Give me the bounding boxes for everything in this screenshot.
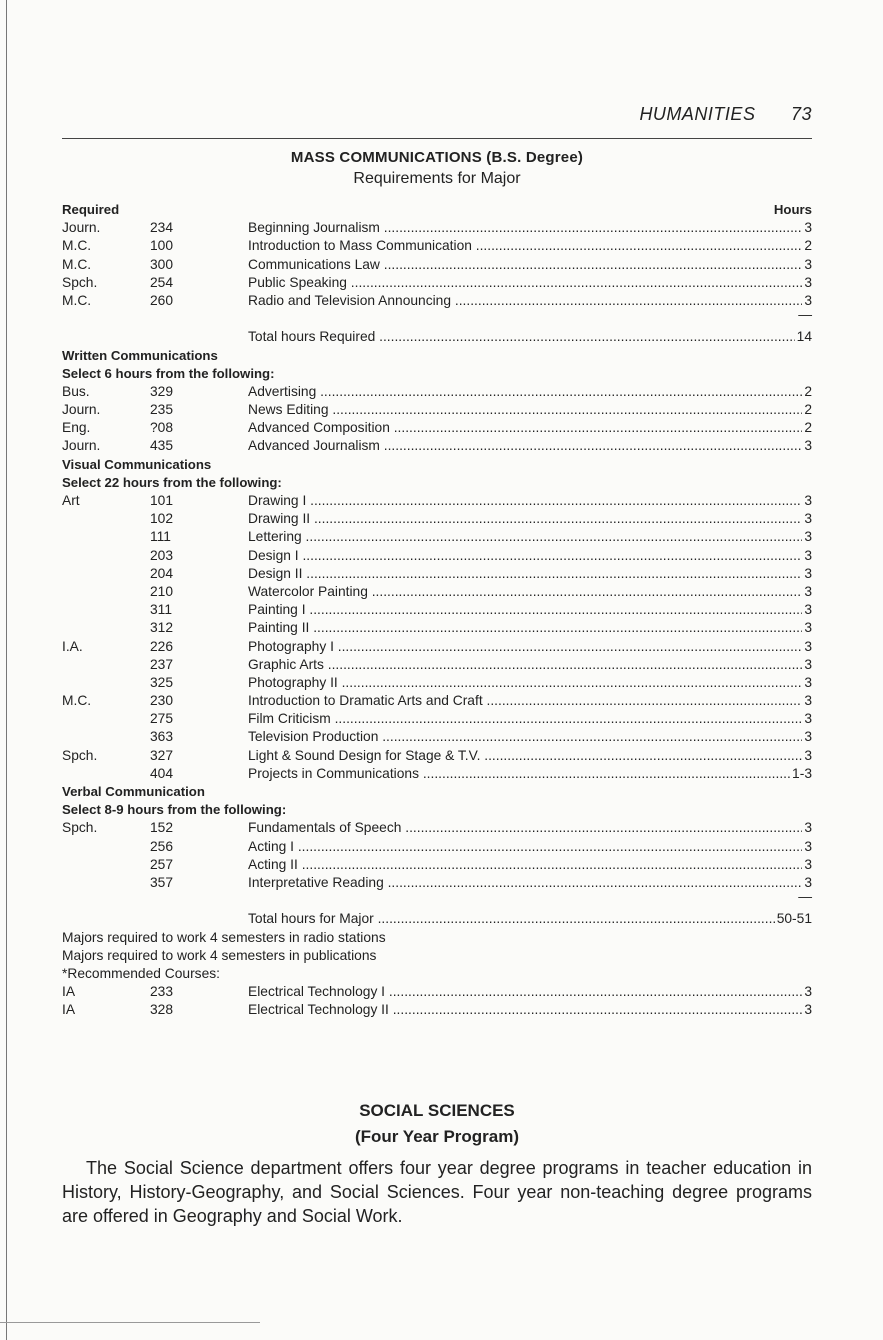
- verbal-courses: [62, 819, 812, 892]
- running-title: HUMANITIES: [639, 104, 756, 124]
- course-hours: 3: [802, 838, 812, 856]
- course-dept: Bus.: [62, 383, 90, 399]
- running-header: [62, 104, 812, 125]
- course-title: Photography I .....: [248, 638, 812, 656]
- course-row: [62, 601, 812, 619]
- total-major-hours: 50-51: [775, 910, 812, 928]
- course-row: [62, 528, 812, 546]
- course-hours: 3: [802, 219, 812, 237]
- course-dept: IA: [62, 1002, 76, 1018]
- course-number: 329: [150, 383, 174, 399]
- course-hours: 2: [802, 419, 812, 437]
- course-row: [62, 692, 812, 710]
- course-title: Introduction to Mass Communication .....: [248, 237, 812, 255]
- course-dept: Spch.: [62, 274, 98, 290]
- written-select-row: [62, 365, 812, 383]
- course-row: [62, 492, 812, 510]
- hours-label: Hours: [773, 202, 812, 217]
- course-title: Light & Sound Design for Stage & T.V. .....: [248, 747, 812, 765]
- course-dept: M.C.: [62, 292, 92, 308]
- course-title: Introduction to Dramatic Arts and Craft .....: [248, 692, 812, 710]
- course-title: News Editing .....: [248, 401, 812, 419]
- course-hours: 3: [802, 747, 812, 765]
- course-row: [62, 856, 812, 874]
- course-title: Public Speaking .....: [248, 274, 812, 292]
- course-number: 363: [150, 729, 174, 745]
- visual-select-row: [62, 474, 812, 492]
- total-required-hours: 14: [795, 328, 812, 346]
- course-hours: 3: [802, 492, 812, 510]
- course-number: 111: [150, 529, 171, 545]
- course-row: [62, 583, 812, 601]
- course-number: 102: [150, 511, 174, 527]
- course-title: Projects in Communications .....: [248, 765, 812, 783]
- course-row: [62, 656, 812, 674]
- course-dept: Journ.: [62, 402, 101, 418]
- course-title: Design I .....: [248, 547, 812, 565]
- course-row: [62, 710, 812, 728]
- recommended-courses: [62, 983, 812, 1019]
- page-spine-line: [6, 0, 7, 1340]
- course-title: Photography II .....: [248, 674, 812, 692]
- sum-dash-row: [62, 307, 812, 328]
- sum-dash: —: [798, 307, 812, 323]
- course-title: Advertising .....: [248, 383, 812, 401]
- course-hours: 3: [802, 710, 812, 728]
- course-row: [62, 565, 812, 583]
- course-row: [62, 765, 812, 783]
- course-dept: M.C.: [62, 693, 92, 709]
- written-heading-row: [62, 347, 812, 365]
- verbal-select-row: [62, 801, 812, 819]
- course-row: [62, 1001, 812, 1019]
- course-hours: 2: [802, 237, 812, 255]
- verbal-select: Select 8-9 hours from the following:: [62, 802, 287, 818]
- total-required-row: [62, 328, 812, 346]
- page-number: 73: [790, 104, 812, 124]
- footer-rule: [0, 1322, 260, 1323]
- course-row: [62, 728, 812, 746]
- course-hours: 1-3: [790, 765, 812, 783]
- course-title: Radio and Television Announcing .....: [248, 292, 812, 310]
- course-title: Drawing I .....: [248, 492, 812, 510]
- course-dept: I.A.: [62, 638, 83, 654]
- course-hours: 3: [802, 583, 812, 601]
- course-number: 235: [150, 402, 174, 418]
- requirements-list: [62, 201, 812, 1019]
- course-title: Advanced Composition .....: [248, 419, 812, 437]
- course-row: [62, 274, 812, 292]
- course-row: [62, 437, 812, 455]
- course-number: 256: [150, 838, 174, 854]
- written-select: Select 6 hours from the following:: [62, 365, 275, 381]
- course-hours: 3: [802, 256, 812, 274]
- course-hours: 3: [802, 983, 812, 1001]
- course-title: Advanced Journalism .....: [248, 437, 812, 455]
- course-number: 203: [150, 547, 174, 563]
- course-row: [62, 619, 812, 637]
- course-dept: Art: [62, 493, 80, 508]
- total-major-row: [62, 910, 812, 928]
- course-number: 275: [150, 711, 174, 727]
- course-number: 260: [150, 292, 174, 308]
- course-dept: Journ.: [62, 438, 101, 454]
- course-row: [62, 547, 812, 565]
- course-title: Electrical Technology II .....: [248, 1001, 812, 1019]
- course-title: Fundamentals of Speech .....: [248, 819, 812, 837]
- course-title: Film Criticism .....: [248, 710, 812, 728]
- sum-dash-row: [62, 889, 812, 910]
- course-dept: Spch.: [62, 747, 98, 763]
- course-number: 204: [150, 565, 174, 581]
- course-number: 312: [150, 620, 174, 636]
- course-row: [62, 256, 812, 274]
- course-hours: 3: [802, 674, 812, 692]
- course-number: 234: [150, 220, 174, 236]
- verbal-heading: Verbal Communication: [62, 784, 205, 799]
- course-hours: 3: [802, 874, 812, 892]
- course-hours: 2: [802, 401, 812, 419]
- course-row: [62, 674, 812, 692]
- course-title: Lettering .....: [248, 528, 812, 546]
- course-title: Electrical Technology I .....: [248, 983, 812, 1001]
- verbal-heading-row: [62, 783, 812, 801]
- note-line: Majors required to work 4 semesters in radio stations: [62, 929, 386, 945]
- course-number: 230: [150, 693, 174, 709]
- course-title: Design II .....: [248, 565, 812, 583]
- total-required-label: Total hours Required .....: [248, 328, 812, 346]
- course-number: 257: [150, 856, 174, 872]
- course-row: [62, 510, 812, 528]
- course-hours: 3: [802, 437, 812, 455]
- course-title: Beginning Journalism .....: [248, 219, 812, 237]
- course-hours: 3: [802, 619, 812, 637]
- course-hours: 2: [802, 383, 812, 401]
- course-number: 435: [150, 438, 174, 454]
- social-sciences-paragraph: The Social Science department offers four year degree programs in teacher education in History, History-Geography, and Social Sciences. Four year non-teaching degree programs are offered in Geography and Social Work.: [62, 1158, 812, 1226]
- course-row: [62, 292, 812, 310]
- course-number: 226: [150, 638, 174, 654]
- note-line: *Recommended Courses:: [62, 965, 220, 981]
- course-row: [62, 638, 812, 656]
- course-number: 101: [150, 493, 174, 508]
- course-row: [62, 819, 812, 837]
- course-row: [62, 383, 812, 401]
- course-title: Television Production .....: [248, 728, 812, 746]
- course-dept: Eng.: [62, 420, 91, 436]
- course-number: 237: [150, 656, 174, 672]
- course-hours: 3: [802, 656, 812, 674]
- written-heading: Written Communications: [62, 347, 218, 363]
- required-header-row: [62, 201, 812, 219]
- required-courses: [62, 219, 812, 310]
- course-title: Watercolor Painting .....: [248, 583, 812, 601]
- course-hours: 3: [802, 510, 812, 528]
- course-row: [62, 747, 812, 765]
- course-row: [62, 237, 812, 255]
- course-dept: Spch.: [62, 820, 98, 836]
- course-hours: 3: [802, 601, 812, 619]
- course-title: Acting I .....: [248, 838, 812, 856]
- visual-courses: [62, 492, 812, 783]
- written-courses: [62, 383, 812, 456]
- visual-heading: Visual Communications: [62, 456, 212, 472]
- total-major-label: Total hours for Major .....: [248, 910, 812, 928]
- course-hours: 3: [802, 1001, 812, 1019]
- course-dept: M.C.: [62, 238, 92, 254]
- social-sciences-title: SOCIAL SCIENCES: [359, 1101, 515, 1120]
- course-number: 357: [150, 874, 174, 890]
- section-title: MASS COMMUNICATIONS (B.S. Degree): [290, 149, 584, 166]
- course-number: 328: [150, 1002, 174, 1018]
- course-row: [62, 983, 812, 1001]
- course-hours: 3: [802, 528, 812, 546]
- course-title: Graphic Arts .....: [248, 656, 812, 674]
- course-number: 233: [150, 984, 174, 1000]
- required-label: Required: [62, 202, 120, 217]
- course-hours: 3: [802, 728, 812, 746]
- course-hours: 3: [802, 547, 812, 565]
- header-rule: [62, 138, 812, 139]
- course-hours: 3: [802, 638, 812, 656]
- course-hours: 3: [802, 856, 812, 874]
- course-title: Interpretative Reading .....: [248, 874, 812, 892]
- note-line: Majors required to work 4 semesters in publications: [62, 947, 377, 963]
- course-number: 325: [150, 674, 174, 690]
- course-dept: Journ.: [62, 220, 101, 236]
- course-hours: 3: [802, 292, 812, 310]
- course-hours: 3: [802, 274, 812, 292]
- course-number: 300: [150, 256, 174, 272]
- course-row: [62, 401, 812, 419]
- course-hours: 3: [802, 819, 812, 837]
- course-hours: 3: [802, 565, 812, 583]
- section-subtitle: Requirements for Major: [353, 170, 521, 187]
- course-number: 327: [150, 747, 174, 763]
- course-dept: IA: [62, 984, 76, 1000]
- course-title: Drawing II .....: [248, 510, 812, 528]
- course-hours: 3: [802, 692, 812, 710]
- course-title: Painting I .....: [248, 601, 812, 619]
- course-title: Painting II .....: [248, 619, 812, 637]
- course-number: 254: [150, 274, 174, 290]
- course-row: [62, 219, 812, 237]
- course-number: 100: [150, 238, 174, 254]
- course-number: ?08: [150, 420, 174, 436]
- course-title: Communications Law .....: [248, 256, 812, 274]
- visual-heading-row: [62, 456, 812, 474]
- sum-dash: —: [798, 889, 812, 905]
- visual-select: Select 22 hours from the following:: [62, 474, 282, 490]
- course-row: [62, 419, 812, 437]
- course-number: 311: [150, 602, 172, 618]
- course-title: Acting II .....: [248, 856, 812, 874]
- course-row: [62, 838, 812, 856]
- course-number: 210: [150, 583, 174, 599]
- course-row: [62, 874, 812, 892]
- course-number: 152: [150, 820, 174, 836]
- social-sciences-subtitle: (Four Year Program): [354, 1127, 520, 1146]
- course-number: 404: [150, 765, 174, 781]
- course-dept: M.C.: [62, 256, 92, 272]
